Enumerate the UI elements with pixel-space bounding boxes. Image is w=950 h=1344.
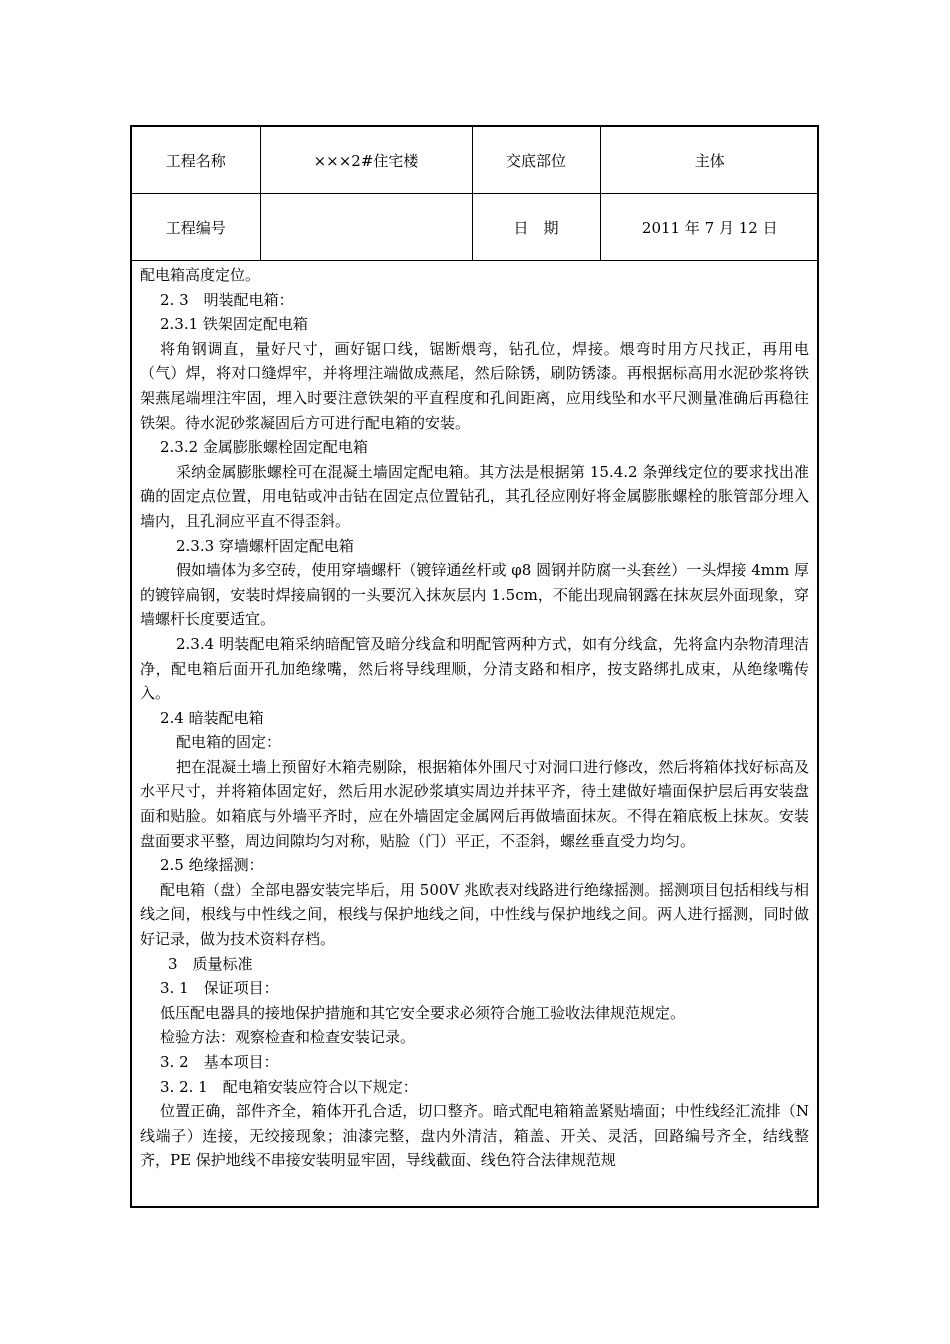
section-heading: 2.4 暗装配电箱	[160, 708, 264, 727]
project-no-value	[260, 194, 472, 261]
header-table	[132, 127, 819, 261]
subsection-heading: 2.3.3 穿墙螺杆固定配电箱	[176, 536, 354, 555]
section-heading: 3. 1 保证项目：	[160, 979, 279, 998]
paragraph: 采纳金属膨胀螺栓可在混凝土墙固定配电箱。其方法是根据第 15.4.2 条弹线定位的要求找出准确的固定点位置，用电钻或冲击钻在固定点位置钻孔，其孔径应刚好将金属膨胀螺栓的胀管部分埋入墙内，且孔洞应平直不得歪斜。	[140, 462, 809, 530]
paragraph: 位置正确，部件齐全，箱体开孔合适，切口整齐。暗式配电箱箱盖紧贴墙面；中性线经汇流排（N 线端子）连接，无绞接现象；油漆完整，盘内外清洁，箱盖、开关、灵活，回路编号齐全，结线整齐，PE 保护地线不串接安装明显牢固，导线截面、线色符合法律规范规	[140, 1102, 809, 1170]
paragraph: 将角钢调直，量好尺寸，画好锯口线，锯断煨弯，钻孔位，焊接。煨弯时用方尺找正，再用电（气）焊，将对口缝焊牢，并将埋注端做成燕尾，然后除锈，刷防锈漆。再根据标高用水泥砂浆将铁架燕尾端埋注牢固，埋入时要注意铁架的平直程度和孔间距离，应用线坠和水平尺测量准确后再稳往铁架。待水泥砂浆凝固后方可进行配电箱的安装。	[140, 339, 809, 432]
project-name-label: 工程名称	[132, 127, 260, 194]
handover-part-value: 主体	[600, 127, 819, 194]
subsection-heading: 2.3.1 铁架固定配电箱	[160, 315, 308, 334]
paragraph: 配电箱高度定位。	[140, 266, 261, 284]
paragraph: 检验方法：观察检查和检查安装记录。	[160, 1028, 416, 1047]
header-row-1	[132, 127, 819, 194]
date-value: 2011 年 7 月 12 日	[600, 194, 819, 261]
subsection-heading: 2.3.2 金属膨胀螺栓固定配电箱	[160, 438, 368, 457]
handover-part-label: 交底部位	[472, 127, 600, 194]
paragraph: 低压配电器具的接地保护措施和其它安全要求必须符合施工验收法律规范规定。	[160, 1003, 686, 1022]
paragraph: 配电箱（盘）全部电器安装完毕后，用 500V 兆欧表对线路进行绝缘摇测。摇测项目包括相线与相线之间，根线与中性线之间，根线与保护地线之间，中性线与保护地线之间。两人进行摇测，同时做好记录，做为技术资料存档。	[140, 880, 810, 949]
date-label: 日 期	[472, 194, 600, 261]
section-heading: 2. 3 明装配电箱：	[160, 290, 294, 309]
paragraph: 配电箱的固定：	[176, 733, 282, 752]
technical-handover-sheet	[130, 125, 819, 1208]
paragraph: 假如墙体为多空砖，使用穿墙螺杆（镀锌通丝杆或 φ8 圆钢并防腐一头套丝）一头焊接 4mm 厚的镀锌扁钢，安装时焊接扁钢的一头要沉入抹灰层内 1.5cm，不能出现扁钢露在抹灰层外面现象，穿墙螺杆长度要适宜。	[140, 561, 809, 629]
paragraph: 把在混凝土墙上预留好木箱壳剔除，根据箱体外围尺寸对洞口进行修改，然后将箱体找好标高及水平尺寸，并将箱体固定好，然后用水泥砂浆填实周边并抹平齐，待土建做好墙面保护层后再安装盘面和贴脸。如箱底与外墙平齐时，应在外墙固定金属网后再做墙面抹灰。不得在箱底板上抹灰。安装盘面要求平整，周边间隙均匀对称，贴脸（门）平正，不歪斜，螺丝垂直受力均匀。	[140, 757, 809, 850]
project-name-value: ×××2#住宅楼	[260, 127, 472, 194]
section-heading: 2.5 绝缘摇测：	[160, 856, 264, 875]
handover-content	[132, 261, 817, 1173]
header-row-2	[132, 194, 819, 261]
project-no-label: 工程编号	[132, 194, 260, 261]
section-heading: 3. 2 基本项目：	[160, 1053, 279, 1071]
subsection-heading: 3. 2. 1 配电箱安装应符合以下规定：	[160, 1077, 418, 1096]
paragraph: 2.3.4 明装配电箱采纳暗配管及暗分线盒和明配管两种方式，如有分线盒，先将盒内杂物清理洁净，配电箱后面开孔加绝缘嘴，然后将导线理顺，分清支路和相序，按支路绑扎成束，从绝缘嘴传入。	[140, 634, 809, 703]
chapter-heading: 3 质量标准	[168, 954, 253, 973]
